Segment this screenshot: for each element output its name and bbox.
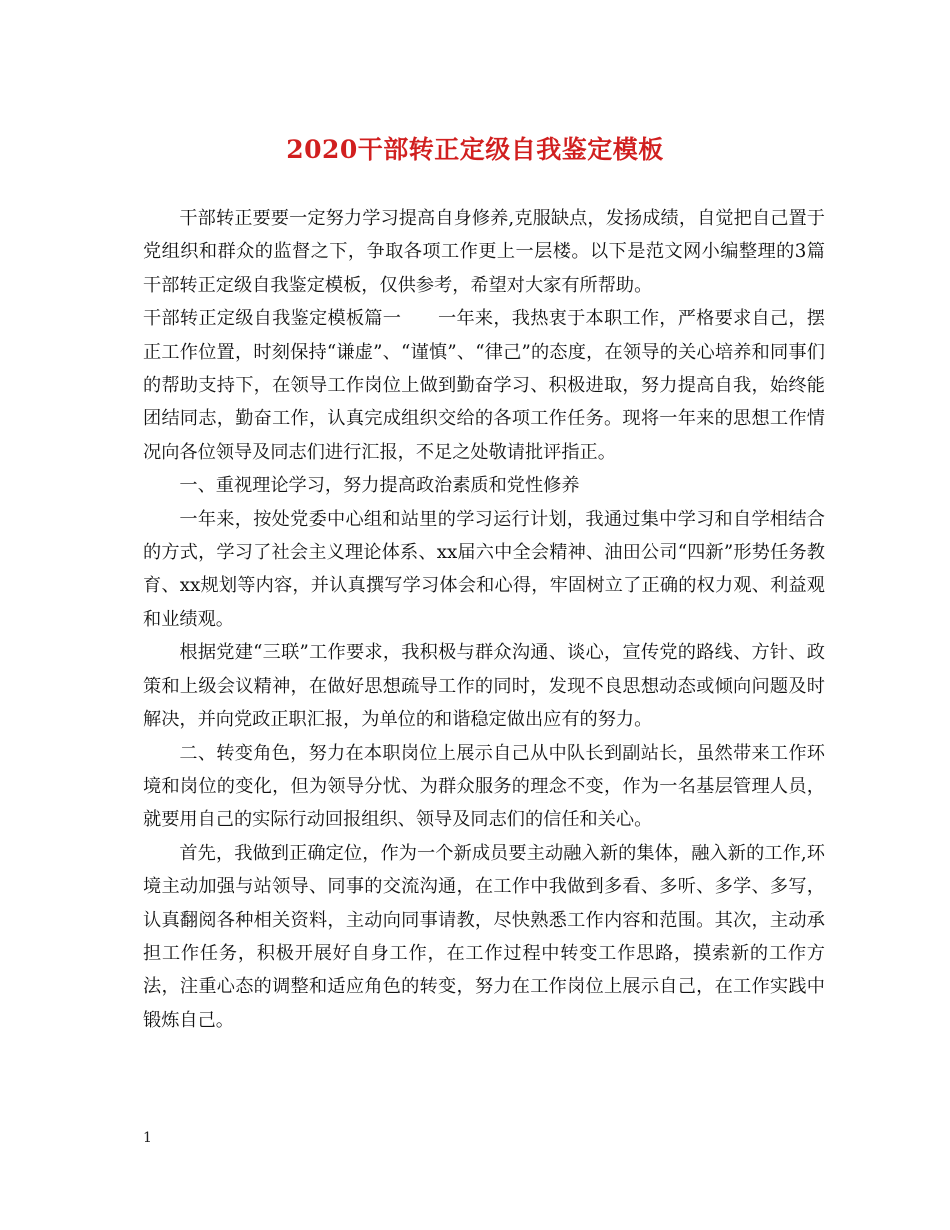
theory-study-paragraph: 一年来，按处党委中心组和站里的学习运行计划，我通过集中学习和自学相结合的方式，学习了社会主义理论体系、xx届六中全会精神、油田公司“四新”形势任务教育、xx规划等内容，并认真撰写学习体会和心得，牢固树立了正确的权力观、利益观和业绩观。 — [143, 508, 825, 630]
intro-paragraph: 干部转正要要一定努力学习提高自身修养,克服缺点，发扬成绩，自觉把自己置于党组织和群众的监督之下，争取各项工作更上一层楼。以下是范文网小编整理的3篇干部转正定级自我鉴定模板，仅供参考，希望对大家有所帮助。 — [143, 208, 825, 296]
role-change-paragraph: 二、转变角色，努力在本职岗位上展示自己从中队长到副站长，虽然带来工作环境和岗位的变化，但为领导分忧、为群众服务的理念不变，作为一名基层管理人员，就要用自己的实际行动回报组织、领导及同志们的信任和关心。 — [143, 742, 825, 831]
document-body — [143, 202, 825, 1037]
page-number: 1 — [143, 1130, 152, 1146]
positioning-paragraph: 首先，我做到正确定位，作为一个新成员要主动融入新的集体，融入新的工作,环境主动加强与站领导、同事的交流沟通，在工作中我做到多看、多听、多学、多写，认真翻阅各种相关资料，主动向同事请教，尽快熟悉工作内容和范围。其次，主动承担工作任务，积极开展好自身工作，在工作过程中转变工作思路，摸索新的工作方法，注重心态的调整和适应角色的转变，努力在工作岗位上展示自己，在工作实践中锻炼自己。 — [143, 842, 825, 1031]
section-one-paragraph: 干部转正定级自我鉴定模板篇一 一年来，我热衷于本职工作，严格要求自己，摆正工作位置，时刻保持“谦虚”、“谨慎”、“律己”的态度，在领导的关心培养和同事们的帮助支持下，在领导工作岗位上做到勤奋学习、积极进取，努力提高自我，始终能团结同志，勤奋工作，认真完成组织交给的各项工作任务。现将一年来的思想工作情况向各位领导及同志们进行汇报，不足之处敬请批评指正。 — [143, 308, 825, 463]
document-title: 2020干部转正定级自我鉴定模板 — [286, 135, 664, 164]
heading-theory-study: 一、重视理论学习，努力提高政治素质和党性修养 — [179, 475, 580, 497]
party-building-paragraph: 根据党建“三联”工作要求，我积极与群众沟通、谈心，宣传党的路线、方针、政策和上级会议精神，在做好思想疏导工作的同时，发现不良思想动态或倾向问题及时解决，并向党政正职汇报，为单位的和谐稳定做出应有的努力。 — [143, 642, 825, 731]
